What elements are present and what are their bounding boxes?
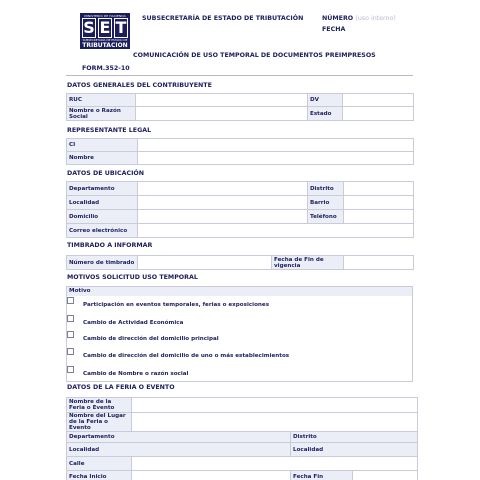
motivo-option-1: Participación en eventos temporales, ferias o exposiciones [83,302,270,308]
motivo-option-4: Cambio de dirección del domicilio de uno o más establecimientos [83,353,290,359]
feria-localidad-label: Localidad [67,443,291,457]
motivo-checkbox-2[interactable] [67,315,74,322]
nombre-label: Nombre o Razón Social [67,107,136,121]
logo-letter-e: E [99,18,111,37]
logo-bottom-text: TRIBUTACION [82,42,128,49]
section-timbrado: TIMBRADO A INFORMAR [67,242,153,249]
section-motivos: MOTIVOS SOLICITUD USO TEMPORAL [67,274,198,281]
telefono-label: Teléfono [308,210,344,224]
distrito-field[interactable] [344,182,414,196]
numero-timbrado-label: Número de timbrado [67,256,138,270]
agency-name: SUBSECRETARÍA DE ESTADO DE TRIBUTACIÓN [142,15,304,22]
nombre-field[interactable] [136,107,308,121]
motivo-header: Motivo [67,287,412,296]
section-datos-generales: DATOS GENERALES DEL CONTRIBUYENTE [67,82,212,89]
correo-label: Correo electrónico [67,224,138,238]
numero-hint: (uso interno) [355,15,396,22]
domicilio-field[interactable] [138,210,308,224]
feria-calle-field[interactable] [132,457,418,471]
feria-lugar-label: Nombre del Lugar de la Feria o Evento [67,413,132,432]
ubicacion-table [66,181,414,238]
feria-calle-label: Calle [67,457,132,471]
localidad-label: Localidad [67,196,138,210]
numero-timbrado-field[interactable] [138,256,272,270]
departamento-label: Departamento [67,182,138,196]
feria-fecha-inicio-field[interactable] [132,471,291,480]
barrio-field[interactable] [344,196,414,210]
ci-field[interactable] [138,139,414,152]
estado-label: Estado [308,107,343,121]
feria-distrito-label: Distrito [291,432,418,443]
domicilio-label: Domicilio [67,210,138,224]
departamento-field[interactable] [138,182,308,196]
header-divider [66,75,413,76]
feria-fecha-fin-field[interactable] [353,471,418,480]
ci-label: CI [67,139,138,152]
dv-field[interactable] [343,94,414,107]
logo-letter-s: S [83,18,95,37]
motivo-option-5: Cambio de Nombre o razón social [83,371,189,377]
feria-fecha-inicio-label: Fecha Inicio [67,471,132,480]
barrio-label: Barrio [308,196,344,210]
feria-departamento-label: Departamento [67,432,291,443]
feria-localidad2-label: Localidad [291,443,418,457]
telefono-field[interactable] [344,210,414,224]
numero-label-text: NÚMERO [322,15,354,22]
datos-generales-table [66,93,414,121]
motivo-checkbox-4[interactable] [67,348,74,355]
representante-table [66,138,414,165]
motivo-option-3: Cambio de dirección del domicilio principal [83,336,219,342]
section-representante: REPRESENTANTE LEGAL [67,127,152,134]
motivos-box [66,286,413,382]
motivo-checkbox-5[interactable] [67,366,74,373]
motivo-option-2: Cambio de Actividad Económica [83,320,184,326]
fecha-fin-vigencia-label: Fecha de Fin de vigencia [272,256,344,270]
section-ubicacion: DATOS DE UBICACIÓN [67,170,145,177]
numero-label [322,15,396,22]
motivo-checkbox-3[interactable] [67,331,74,338]
logo-letters [82,18,128,38]
correo-field[interactable] [138,224,414,238]
logo-letter-t: T [115,18,127,37]
form-title: COMUNICACIÓN DE USO TEMPORAL DE DOCUMENTOS PREIMPRESOS [133,52,376,59]
distrito-label: Distrito [308,182,344,196]
motivo-checkbox-1[interactable] [67,297,74,304]
feria-fecha-fin-label: Fecha Fin [291,471,353,480]
feria-lugar-field[interactable] [132,413,418,432]
set-logo [80,13,130,49]
localidad-field[interactable] [138,196,308,210]
estado-field[interactable] [343,107,414,121]
fecha-fin-vigencia-field[interactable] [344,256,414,270]
logo-top-text: MINISTERIO DE HACIENDA [84,14,126,18]
dv-label: DV [308,94,343,107]
section-feria: DATOS DE LA FERIA O EVENTO [67,384,175,391]
form-code: FORM.352-10 [82,65,130,72]
feria-table [66,397,418,480]
timbrado-table [66,255,414,270]
fecha-label: FECHA [322,26,346,33]
representante-nombre-label: Nombre [67,152,138,165]
representante-nombre-field[interactable] [138,152,414,165]
logo-sub-text: SUBSECRETARÍA DE ESTADO DE [82,38,128,42]
ruc-label: RUC [67,94,136,107]
feria-nombre-field[interactable] [132,398,418,413]
feria-nombre-label: Nombre de la Feria o Evento [67,398,132,413]
ruc-field[interactable] [136,94,308,107]
